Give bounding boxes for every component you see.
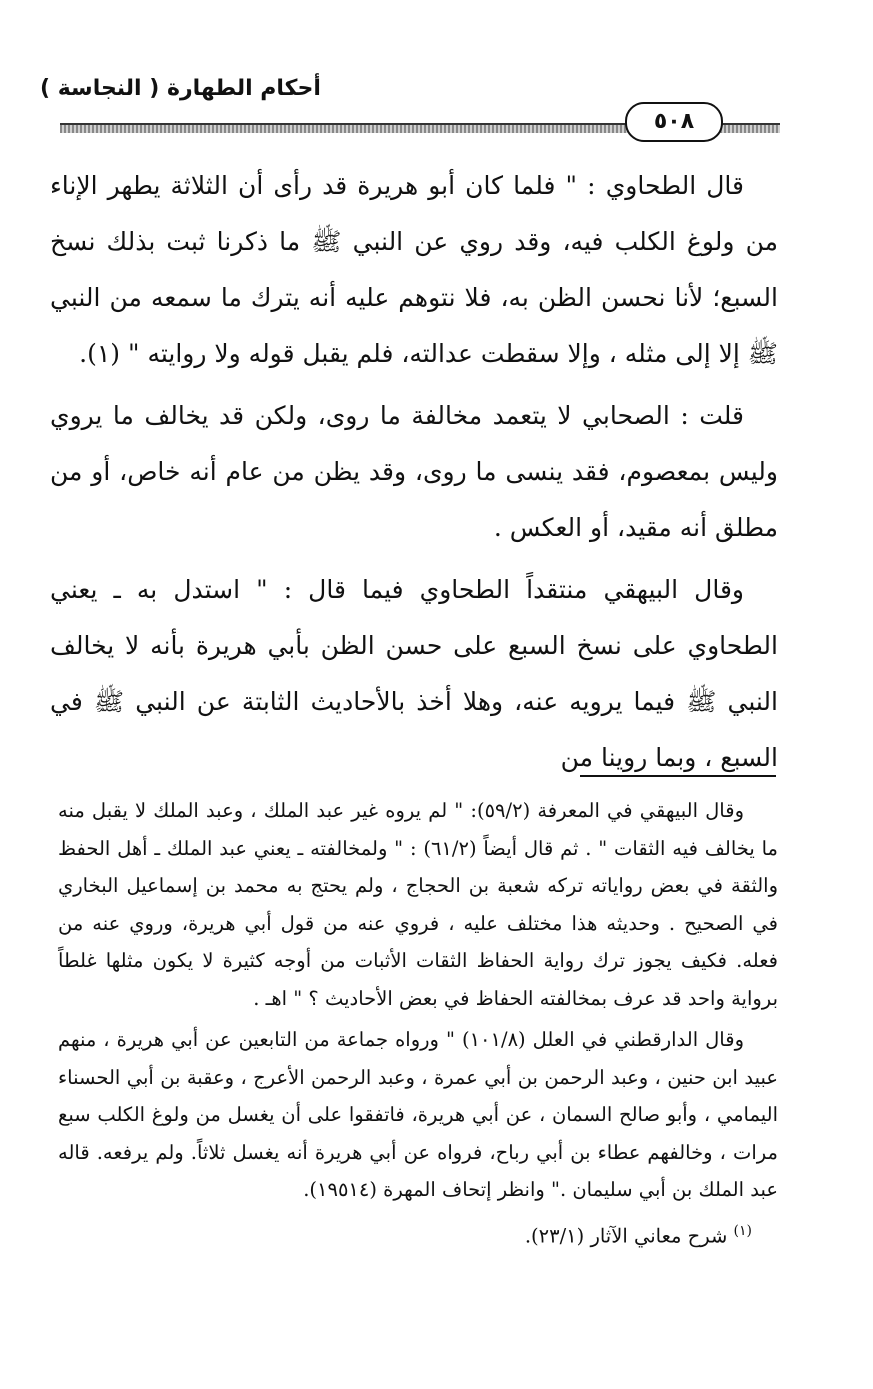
body-paragraph: قال الطحاوي : " فلما كان أبو هريرة قد رأى أن الثلاثة يطهر الإناء من ولوغ الكلب فيه، وقد روي عن النبي ﷺ ما ذكرنا ثبت بذلك نسخ السبع؛ لأنا نحسن الظن به، فلا نتوهم عليه أنه يترك ما سمعه من النبي ﷺ إلا إلى مثله ، وإلا سقطت عدالته، فلم يقبل قوله ولا روايته " (١). [50,171,778,368]
running-header-title: أحكام الطهارة ( النجاسة ) [40,76,321,101]
footnote-1 [58,1213,778,1255]
footnotes-section [58,792,778,1259]
footnote-paragraph: وقال البيهقي في المعرفة (٥٩/٢): " لم يروه غير عبد الملك ، وعبد الملك لا يقبل منه ما يخالف فيه الثقات " . ثم قال أيضاً (٦١/٢) : " ولمخالفته ـ يعني عبد الملك ـ أهل الحفظ والثقة في بعض رواياته تركه شعبة بن الحجاج ، ولم يحتج به محمد بن إسماعيل البخاري في الصحيح . وحديثه هذا مختلف عليه ، فروي عنه من قول أبي هريرة، وروي عنه من فعله. فكيف يجوز ترك رواية الحفاظ الثقات الأثبات من أوجه كثيرة لا يكون مثلها غلطاً برواية واحد قد عرف بمخالفته الحفاظ في بعض الأحاديث ؟ " اهـ . [58,799,778,1010]
page-number-badge: ٥٠٨ [625,102,723,142]
footnote-marker: (١) [733,1222,752,1239]
footnote-1-text: شرح معاني الآثار (٢٣/١). [524,1224,728,1247]
body-paragraph: قلت : الصحابي لا يتعمد مخالفة ما روى، ولكن قد يخالف ما يروي وليس بمعصوم، فقد ينسى ما روى، وقد يظن من عام أنه خاص، أو من مطلق أنه مقيد، أو العكس . [50,401,778,542]
footnote-separator [580,775,776,777]
footnote-paragraph: وقال الدارقطني في العلل (١٠١/٨) " ورواه جماعة من التابعين عن أبي هريرة ، منهم عبيد ابن حنين ، وعبد الرحمن بن أبي عمرة ، وعبد الرحمن الأعرج ، وعقبة بن أبي الحسناء اليمامي ، وأبو صالح السمان ، عن أبي هريرة، فاتفقوا على أن يغسل من ولوغ الكلب سبع مرات ، وخالفهم عطاء بن أبي رباح، فرواه عن أبي هريرة أنه يغسل ثلاثاً. ولم يرفعه. قاله عبد الملك بن أبي سليمان ." وانظر إتحاف المهرة (١٩٥١٤). [58,1028,778,1201]
main-body-text [50,158,778,792]
body-paragraph: وقال البيهقي منتقداً الطحاوي فيما قال : " استدل به ـ يعني الطحاوي على نسخ السبع على حسن الظن بأبي هريرة بأنه لا يخالف النبي ﷺ فيما يرويه عنه، وهلا أخذ بالأحاديث الثابتة عن النبي ﷺ في السبع ، وبما روينا من [50,575,778,772]
